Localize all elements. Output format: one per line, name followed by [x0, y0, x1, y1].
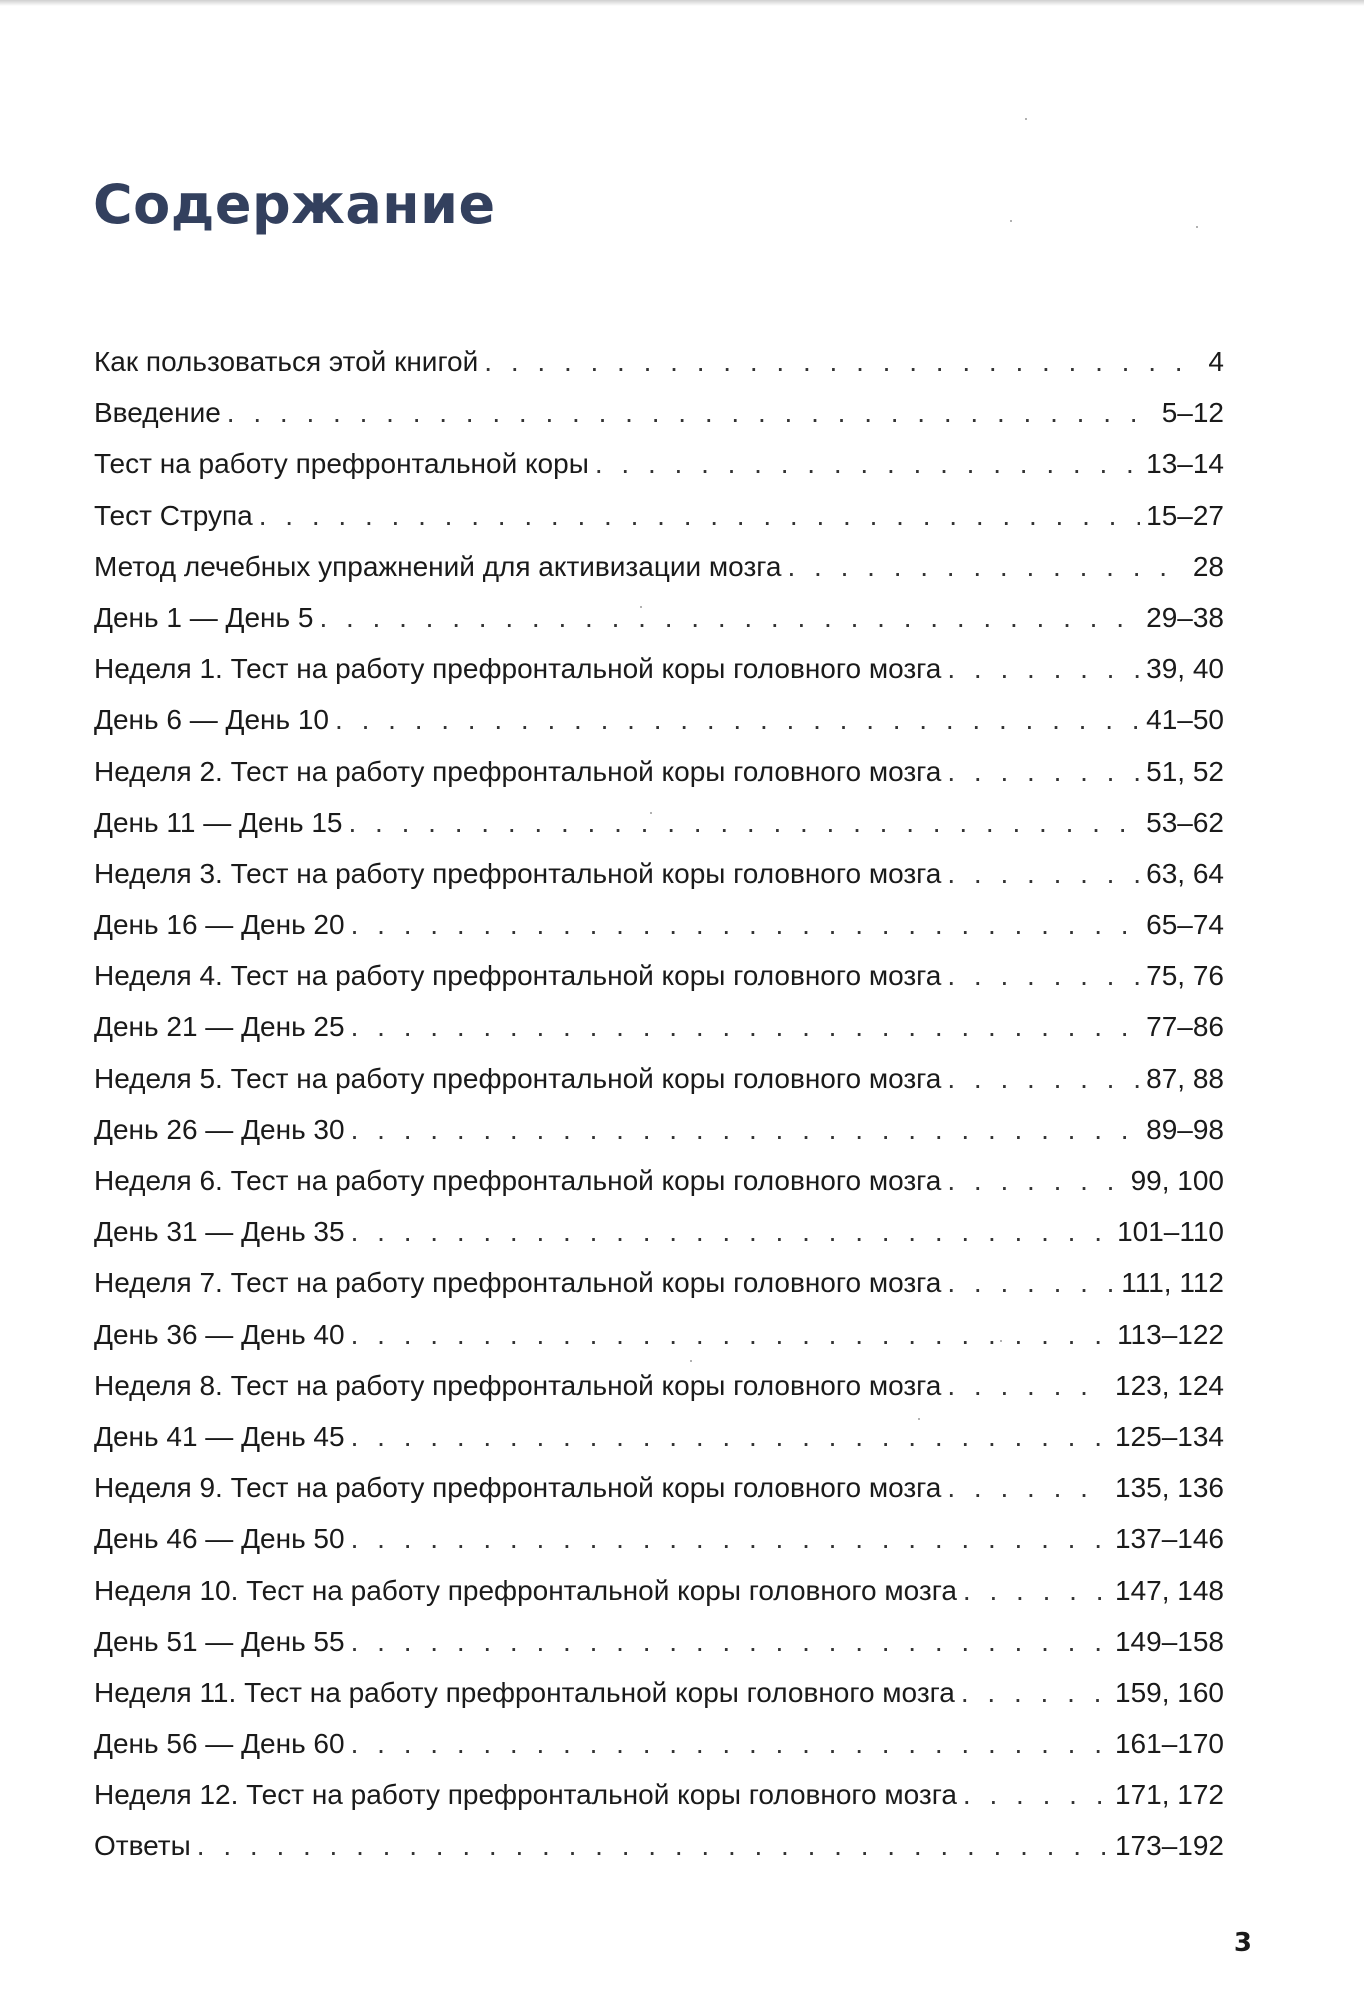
toc-entry: [94, 1257, 1224, 1308]
toc-entry-title: Неделя 1. Тест на работу префронтальной коры головного мозга: [94, 653, 942, 685]
toc-entry-title: Неделя 5. Тест на работу префронтальной коры головного мозга: [94, 1062, 942, 1094]
toc-dot-leader: [351, 1616, 1109, 1667]
toc-entry-page: 89–98: [1146, 1113, 1224, 1145]
toc-entry: [94, 1513, 1224, 1564]
toc-entry: [94, 1718, 1224, 1769]
toc-entry-page: 171, 172: [1115, 1779, 1224, 1811]
toc-entry-title: День 51 — День 55: [94, 1625, 345, 1657]
toc-entry: [94, 643, 1224, 694]
toc-dot-leader: [351, 1513, 1109, 1564]
scan-speck: [1025, 118, 1027, 120]
toc-entry-title: День 46 — День 50: [94, 1523, 345, 1555]
toc-dot-leader: [351, 899, 1141, 950]
toc-entry-title: Неделя 2. Тест на работу префронтальной коры головного мозга: [94, 755, 942, 787]
toc-entry-title: День 6 — День 10: [94, 704, 330, 736]
toc-entry-page: 113–122: [1117, 1318, 1224, 1350]
toc-entry-page: 101–110: [1117, 1216, 1224, 1248]
toc-entry-page: 28: [1192, 550, 1224, 582]
toc-entry-title: День 36 — День 40: [94, 1318, 345, 1350]
toc-entry-title: Введение: [94, 397, 221, 429]
toc-entry: [94, 1769, 1224, 1820]
toc-dot-leader: [335, 694, 1140, 745]
toc-dot-leader: [947, 950, 1140, 1001]
toc-entry-page: 137–146: [1114, 1523, 1224, 1555]
toc-entry: [94, 1360, 1224, 1411]
page-number: 3: [1233, 1928, 1252, 1958]
table-of-contents: [94, 336, 1224, 1872]
toc-entry: [94, 746, 1224, 797]
toc-entry: [94, 1565, 1224, 1616]
toc-dot-leader: [351, 1411, 1109, 1462]
toc-entry: [94, 592, 1224, 643]
toc-dot-leader: [963, 1769, 1109, 1820]
toc-entry-title: День 16 — День 20: [94, 909, 345, 941]
scan-speck: [1196, 226, 1198, 228]
toc-entry-title: День 31 — День 35: [94, 1216, 345, 1248]
toc-entry-page: 87, 88: [1146, 1062, 1224, 1094]
toc-entry-page: 173–192: [1114, 1830, 1224, 1862]
toc-dot-leader: [595, 438, 1140, 489]
toc-entry-page: 75, 76: [1146, 960, 1224, 992]
toc-entry-title: Неделя 6. Тест на работу префронтальной коры головного мозга: [94, 1165, 942, 1196]
toc-dot-leader: [961, 1667, 1109, 1718]
toc-entry: [94, 336, 1224, 387]
toc-entry-page: 135, 136: [1115, 1472, 1224, 1504]
toc-entry-title: День 56 — День 60: [94, 1728, 345, 1760]
toc-entry: [94, 1206, 1224, 1257]
toc-entry-title: Тест на работу префронтальной коры: [94, 448, 589, 480]
toc-dot-leader: [484, 336, 1202, 387]
toc-dot-leader: [963, 1565, 1109, 1616]
toc-dot-leader: [351, 1309, 1111, 1360]
toc-entry-page: 77–86: [1146, 1011, 1224, 1043]
toc-entry-title: Неделя 3. Тест на работу префронтальной коры головного мозга: [94, 857, 942, 889]
toc-dot-leader: [351, 1001, 1141, 1052]
toc-dot-leader: [351, 1104, 1141, 1155]
toc-entry-page: 123, 124: [1115, 1369, 1224, 1401]
toc-entry-title: День 11 — День 15: [94, 806, 343, 838]
toc-entry-page: 5–12: [1161, 397, 1224, 429]
toc-entry-title: Метод лечебных упражнений для активизации мозга: [94, 550, 782, 582]
toc-entry: [94, 1053, 1224, 1104]
toc-entry-page: 63, 64: [1146, 857, 1224, 889]
toc-entry-page: 15–27: [1146, 499, 1224, 531]
toc-entry-page: 149–158: [1114, 1625, 1224, 1657]
toc-entry-title: Неделя 12. Тест на работу префронтальной коры головного мозга: [94, 1779, 957, 1811]
toc-entry: [94, 1104, 1224, 1155]
scan-top-edge: [0, 0, 1364, 6]
toc-entry: [94, 541, 1224, 592]
scan-speck: [1010, 220, 1012, 222]
toc-entry-page: 41–50: [1146, 704, 1224, 736]
toc-dot-leader: [947, 1155, 1124, 1206]
toc-entry-page: 13–14: [1146, 448, 1224, 480]
toc-entry-page: 29–38: [1146, 601, 1224, 633]
toc-dot-leader: [319, 592, 1140, 643]
toc-entry-page: 65–74: [1146, 909, 1224, 941]
toc-dot-leader: [197, 1820, 1109, 1871]
toc-entry: [94, 387, 1224, 438]
toc-entry-title: Неделя 7. Тест на работу префронтальной коры головного мозга: [94, 1267, 942, 1299]
toc-dot-leader: [787, 541, 1186, 592]
toc-entry-title: Тест Струпа: [94, 499, 253, 531]
toc-entry: [94, 1155, 1224, 1206]
toc-entry-title: Неделя 9. Тест на работу префронтальной коры головного мозга: [94, 1472, 942, 1504]
toc-entry-page: 147, 148: [1115, 1574, 1224, 1606]
toc-entry: [94, 1001, 1224, 1052]
toc-entry-title: Неделя 10. Тест на работу префронтальной коры головного мозга: [94, 1574, 957, 1606]
toc-dot-leader: [351, 1206, 1111, 1257]
toc-entry-page: 99, 100: [1130, 1165, 1224, 1196]
toc-dot-leader: [947, 1257, 1115, 1308]
toc-entry-page: 4: [1208, 346, 1224, 377]
toc-entry: [94, 797, 1224, 848]
toc-entry-title: День 1 — День 5: [94, 601, 314, 633]
toc-entry-page: 161–170: [1114, 1728, 1224, 1760]
toc-entry-page: 111, 112: [1121, 1267, 1224, 1299]
toc-entry-title: День 26 — День 30: [94, 1113, 345, 1145]
toc-entry-page: 159, 160: [1115, 1676, 1224, 1708]
toc-dot-leader: [227, 387, 1156, 438]
toc-dot-leader: [947, 1053, 1140, 1104]
toc-dot-leader: [947, 1462, 1109, 1513]
toc-entry: [94, 694, 1224, 745]
toc-entry: [94, 1462, 1224, 1513]
toc-entry: [94, 490, 1224, 541]
toc-entry-title: Как пользоваться этой книгой: [94, 346, 479, 377]
toc-dot-leader: [947, 643, 1140, 694]
toc-entry-page: 39, 40: [1146, 653, 1224, 685]
toc-dot-leader: [349, 797, 1141, 848]
toc-entry: [94, 1411, 1224, 1462]
toc-entry: [94, 1616, 1224, 1667]
toc-entry-page: 51, 52: [1146, 755, 1224, 787]
toc-entry: [94, 438, 1224, 489]
toc-dot-leader: [947, 848, 1140, 899]
toc-entry-title: Неделя 4. Тест на работу префронтальной коры головного мозга: [94, 960, 942, 992]
toc-entry: [94, 848, 1224, 899]
toc-dot-leader: [947, 746, 1140, 797]
toc-entry-title: Неделя 8. Тест на работу префронтальной коры головного мозга: [94, 1369, 942, 1401]
toc-entry: [94, 1820, 1224, 1871]
toc-dot-leader: [947, 1360, 1109, 1411]
toc-entry-title: День 21 — День 25: [94, 1011, 345, 1043]
toc-entry-page: 53–62: [1146, 806, 1224, 838]
toc-entry-title: Неделя 11. Тест на работу префронтальной коры головного мозга: [94, 1676, 955, 1708]
toc-entry: [94, 1309, 1224, 1360]
toc-entry-title: День 41 — День 45: [94, 1420, 345, 1452]
toc-entry: [94, 1667, 1224, 1718]
toc-entry: [94, 950, 1224, 1001]
toc-entry-page: 125–134: [1114, 1420, 1224, 1452]
toc-entry-title: Ответы: [94, 1830, 191, 1862]
toc-entry: [94, 899, 1224, 950]
page-title: Содержание: [93, 173, 496, 236]
toc-dot-leader: [259, 490, 1140, 541]
toc-dot-leader: [351, 1718, 1109, 1769]
